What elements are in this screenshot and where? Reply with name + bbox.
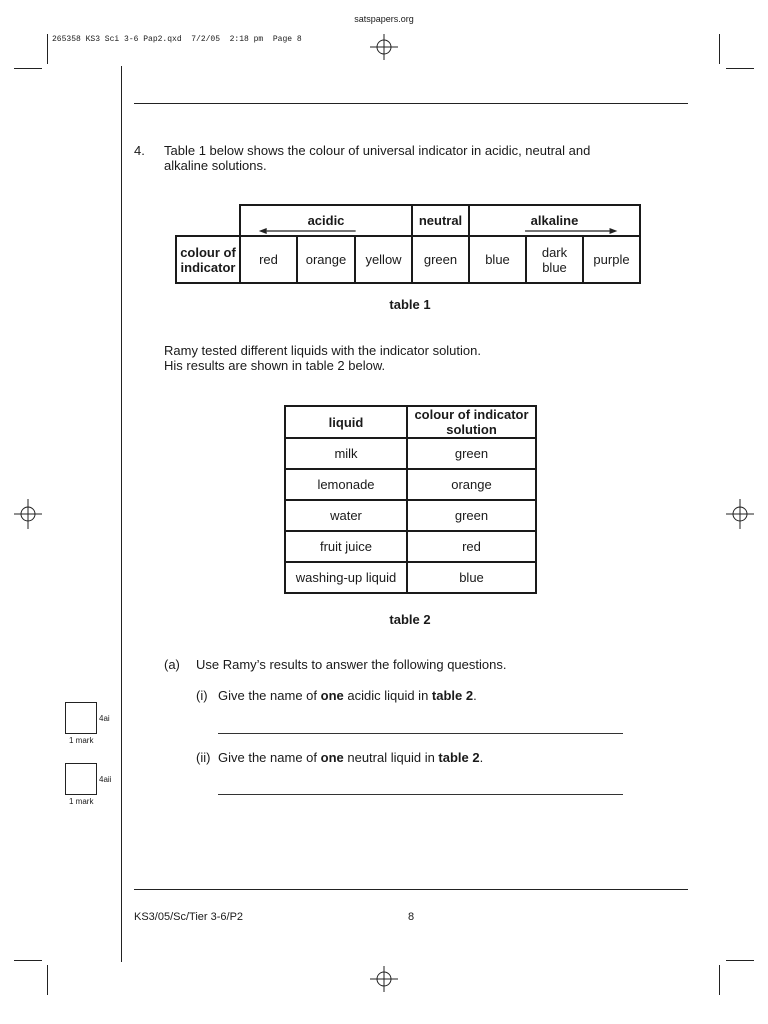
ramy-line1: Ramy tested different liquids with the indicator solution. [164,343,481,358]
table-row [285,531,536,562]
liquid-cell: washing-up liquid [285,562,407,593]
colour-cell: orange [297,236,355,283]
answer-line-ii[interactable] [218,794,623,795]
colour-cell: yellow [355,236,412,283]
footer-code: KS3/05/Sc/Tier 3-6/P2 [134,911,244,923]
top-rule [134,103,688,104]
colour-cell: blue [407,562,536,593]
crop-mark [47,34,48,64]
crop-mark [14,68,42,69]
question-ii-text: Give the name of one neutral liquid in table 2. [218,750,484,765]
registration-mark-icon [726,497,754,531]
table-row [285,438,536,469]
alkaline-header: alkaline [469,205,640,236]
colour-cell: dark blue [526,236,583,283]
row-label: colour of indicator [176,236,240,283]
mark-label-4ai: 1 mark [69,736,94,745]
mark-code-4aii: 4aii [99,775,112,784]
colour-cell: blue [469,236,526,283]
file-slug: 265358 KS3 Sci 3-6 Pap2.qxd 7/2/05 2:18 pm Page 8 [52,35,302,44]
neutral-header: neutral [412,205,469,236]
results-table [284,405,537,594]
mark-box-4ai[interactable] [65,702,97,734]
question-number: 4. [134,143,145,158]
site-name: satspapers.org [354,14,414,24]
part-a-text: Use Ramy’s results to answer the following questions. [196,657,507,672]
question-intro-line2: alkaline solutions. [164,158,267,173]
colour-cell: green [407,500,536,531]
table-row [285,469,536,500]
question-intro-line1: Table 1 below shows the colour of universal indicator in acidic, neutral and [164,143,591,158]
liquid-cell: fruit juice [285,531,407,562]
liquid-cell: lemonade [285,469,407,500]
colour-cell: purple [583,236,640,283]
liquid-cell: milk [285,438,407,469]
mark-label-4aii: 1 mark [69,797,94,806]
crop-mark [726,960,754,961]
liquid-cell: water [285,500,407,531]
crop-mark [47,965,48,995]
colour-cell: red [240,236,297,283]
crop-mark [719,965,720,995]
ramy-line2: His results are shown in table 2 below. [164,358,386,373]
footer-page-number: 8 [408,911,415,923]
question-i-text: Give the name of one acidic liquid in table 2. [218,688,477,703]
acidic-header: acidic [240,205,412,236]
colour-cell: green [407,438,536,469]
table-row [285,500,536,531]
colour-cell: green [412,236,469,283]
mark-box-4aii[interactable] [65,763,97,795]
question-ii-label: (ii) [196,750,211,765]
part-a-label: (a) [164,657,180,672]
margin-rule [121,66,122,962]
col-colour-header: colour of indicator solution [407,406,536,438]
colour-cell: orange [407,469,536,500]
registration-mark-icon [368,34,400,60]
table2-caption: table 2 [389,612,431,627]
registration-mark-icon [14,497,42,531]
alkaline-arrow-icon [470,227,639,235]
table1-caption: table 1 [389,297,431,312]
registration-mark-icon [368,966,400,992]
bottom-rule [134,889,688,890]
answer-line-i[interactable] [218,733,623,734]
colour-cell: red [407,531,536,562]
table-row [285,562,536,593]
col-liquid-header: liquid [285,406,407,438]
question-i-label: (i) [196,688,208,703]
crop-mark [719,34,720,64]
indicator-colour-table [175,204,641,284]
crop-mark [14,960,42,961]
crop-mark [726,68,754,69]
mark-code-4ai: 4ai [99,714,110,723]
acidic-arrow-icon [241,227,411,235]
